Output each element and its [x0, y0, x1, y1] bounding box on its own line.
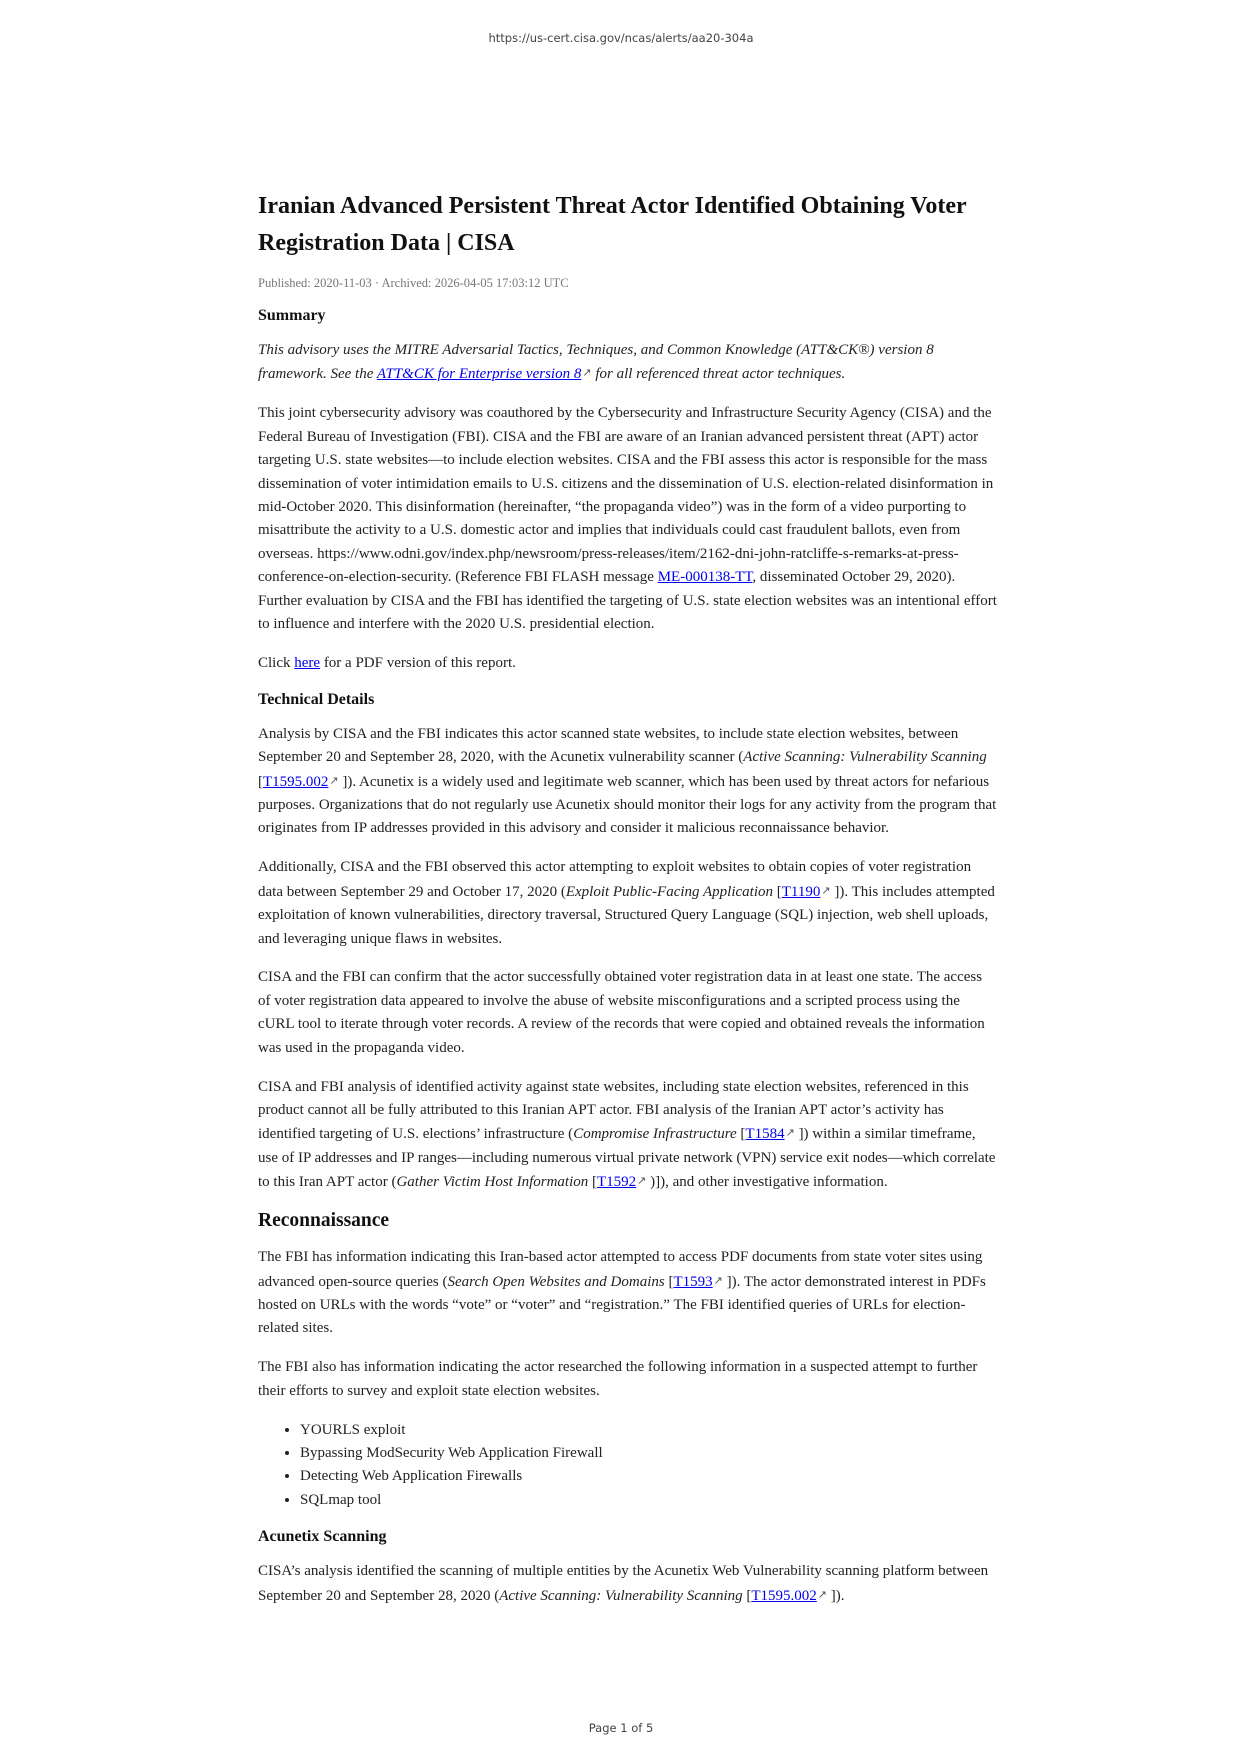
- page-title: Iranian Advanced Persistent Threat Actor Identified Obtaining Voter Registration Data | CISA: [258, 193, 967, 256]
- paragraph: [258, 1076, 998, 1195]
- external-link-icon: ↗: [582, 367, 592, 380]
- article: [258, 188, 998, 1623]
- list-item: • YOURLS exploit: [300, 1419, 998, 1442]
- text-run: The FBI also has information indicating the actor researched the following information in a suspected attempt to further their efforts to survey and exploit state election websites.: [258, 1359, 978, 1399]
- list-item: • SQLmap tool: [300, 1489, 998, 1512]
- text-run: Active Scanning: Vulnerability Scanning: [743, 749, 987, 766]
- text-run: ]) within a similar timeframe, use of IP addresses and IP ranges—including numerous virtual private network (VPN) service exit nodes—which correlate to this Iran APT actor (: [258, 1126, 996, 1191]
- bullet-list: [258, 1419, 998, 1513]
- text-run: This advisory uses the MITRE Adversarial Tactics, Techniques, and Common Knowledge (ATT&CK®) version 8 framework. See the: [258, 342, 934, 383]
- section-heading: Acunetix Scanning: [258, 1528, 387, 1546]
- page-number: Page 1 of 5: [588, 1721, 654, 1735]
- paragraph: [258, 723, 998, 841]
- reference-link[interactable]: ME-000138-TT: [657, 569, 753, 586]
- text-run: [: [736, 1126, 746, 1143]
- text-run: for all referenced threat actor techniques.: [591, 366, 846, 383]
- text-run: , disseminated October 29, 2020). Further evaluation by CISA and the FBI has identified the targeting of U.S. state election websites was an intentional effort to influence and interfere with the 2020 U.S. presidential election.: [258, 569, 997, 632]
- text-run: [: [258, 773, 263, 790]
- text-run: The FBI has information indicating this Iran-based actor attempted to access PDF documents from state voter sites using advanced open-source queries (: [258, 1249, 983, 1290]
- article-body: [258, 307, 998, 1608]
- section-heading: Summary: [258, 307, 326, 324]
- text-run: Analysis by CISA and the FBI indicates this actor scanned state websites, to include state election websites, between September 20 and September 28, 2020, with the Acunetix vulnerability scanner (: [258, 725, 959, 766]
- paragraph: [258, 1560, 998, 1608]
- text-run: for a PDF version of this report.: [320, 654, 516, 671]
- text-run: Compromise Infrastructure: [573, 1126, 737, 1143]
- text-run: Additionally, CISA and the FBI observed this actor attempting to exploit websites to obtain copies of voter registration data between September 29 and October 17, 2020 (: [258, 859, 972, 900]
- paragraph: [258, 402, 998, 636]
- text-run: ]). This includes attempted exploitation of known vulnerabilities, directory traversal, Structured Query Language (SQL) injection, web shell uploads, and leveraging unique flaws in websites.: [258, 883, 995, 947]
- text-run: [: [773, 883, 782, 900]
- paragraph: [258, 652, 998, 675]
- reference-link[interactable]: T1592: [597, 1174, 637, 1191]
- external-link-icon: ↗: [817, 1588, 827, 1601]
- list-item: • Detecting Web Application Firewalls: [300, 1465, 998, 1488]
- paragraph: [258, 856, 998, 951]
- reference-link[interactable]: T1190: [781, 883, 821, 900]
- paragraph: [258, 1356, 998, 1403]
- text-run: [: [664, 1273, 674, 1290]
- reference-link[interactable]: ATT&CK for Enterprise version 8: [376, 366, 582, 383]
- publish-meta: Published: 2020-11-03 · Archived: 2026-04-05 17:03:12 UTC: [258, 276, 569, 290]
- external-link-icon: ↗: [821, 884, 831, 897]
- external-link-icon: ↗: [637, 1175, 647, 1188]
- text-run: ]). The actor demonstrated interest in PDFs hosted on URLs with the words “vote” or “voter” and “registration.” The FBI identified queries of URLs for election-related sites.: [258, 1273, 986, 1337]
- text-run: Search Open Websites and Domains: [447, 1273, 665, 1290]
- reference-link[interactable]: T1595.002: [751, 1587, 817, 1604]
- text-run: [: [742, 1587, 752, 1604]
- page-url: https://us-cert.cisa.gov/ncas/alerts/aa20-304a: [488, 31, 754, 45]
- reference-link[interactable]: T1595.002: [263, 773, 329, 790]
- text-run: CISA’s analysis identified the scanning of multiple entities by the Acunetix Web Vulnerability scanning platform between September 20 and September 28, 2020 (: [258, 1563, 989, 1604]
- text-run: CISA and the FBI can confirm that the actor successfully obtained voter registration data in at least one state. The access of voter registration data appeared to involve the abuse of website misconfigurations and a scripted process using the cURL tool to iterate through voter records. A review of the records that were copied and obtained reveals the information was used in the propaganda video.: [258, 969, 985, 1056]
- section-heading: Technical Details: [258, 690, 375, 708]
- reference-link[interactable]: T1593: [673, 1273, 713, 1290]
- text-run: This joint cybersecurity advisory was coauthored by the Cybersecurity and Infrastructure Security Agency (CISA) and the Federal Bureau of Investigation (FBI). CISA and the FBI are aware of an Iranian advanced persistent threat (APT) actor targeting U.S. state websites—to include election websites. CISA and the FBI assess this actor is responsible for the mass dissemination of voter intimidation emails to U.S. citizens and the dissemination of U.S. election-related disinformation in mid-October 2020. This disinformation (hereinafter, “the propaganda video”) was in the form of a video purporting to misattribute the activity to a U.S. domestic actor and implies that individuals could cast fraudulent ballots, even from overseas. https://www.odni.gov/index.php/newsroom/press-releases/item/2162-dni-john-ratcliffe-s-remarks-at-press-conference-on-election-security. (Reference FBI FLASH message: [258, 405, 994, 586]
- paragraph: [258, 1246, 998, 1341]
- text-run: Exploit Public-Facing Application: [565, 883, 774, 900]
- text-run: ]).: [827, 1587, 845, 1604]
- paragraph: [258, 339, 998, 387]
- reference-link[interactable]: T1584: [745, 1126, 785, 1143]
- paragraph: [258, 966, 998, 1060]
- text-run: Active Scanning: Vulnerability Scanning: [499, 1587, 743, 1604]
- text-run: CISA and FBI analysis of identified activity against state websites, including state election websites, referenced in this product cannot all be fully attributed to this Iranian APT actor. FBI analysis of the Iranian APT actor’s activity has identified targeting of U.S. elections’ infrastructure (: [258, 1078, 969, 1143]
- text-run: Click: [258, 654, 295, 671]
- text-run: Gather Victim Host Information: [396, 1174, 589, 1191]
- list-item: • Bypassing ModSecurity Web Application Firewall: [300, 1442, 998, 1465]
- text-run: [: [588, 1174, 597, 1191]
- external-link-icon: ↗: [329, 774, 339, 787]
- external-link-icon: ↗: [785, 1127, 795, 1140]
- reference-link[interactable]: here: [294, 654, 321, 671]
- text-run: )]), and other investigative information.: [646, 1174, 888, 1191]
- text-run: ]). Acunetix is a widely used and legitimate web scanner, which has been used by threat actors for nefarious purposes. Organizations that do not regularly use Acunetix should monitor their logs for any activity from the program that originates from IP addresses provided in this advisory and consider it malicious reconnaissance behavior.: [258, 773, 997, 837]
- external-link-icon: ↗: [713, 1274, 723, 1287]
- section-heading: Reconnaissance: [258, 1210, 390, 1232]
